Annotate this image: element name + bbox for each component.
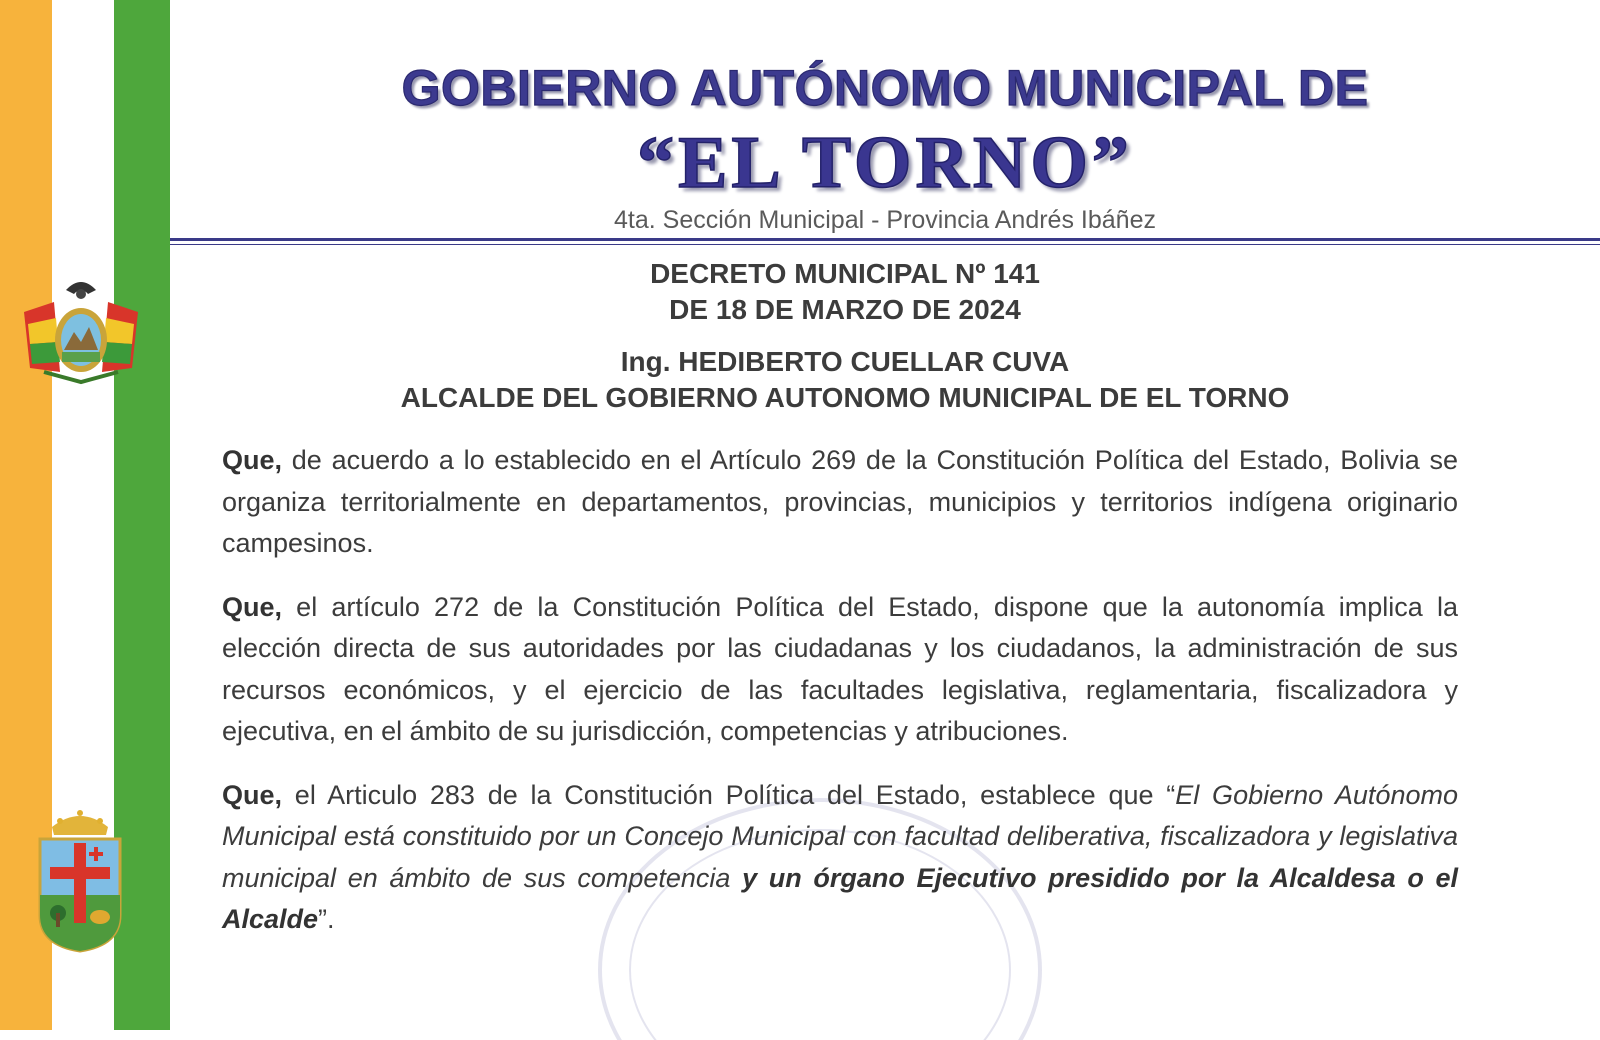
paragraph-end: ”. xyxy=(318,904,335,934)
paragraph-text: el Articulo 283 de la Constitución Política del Estado, establece que “ xyxy=(294,779,1176,810)
paragraph-2 xyxy=(222,587,1458,753)
bolivia-coat-of-arms-icon xyxy=(14,272,148,390)
letterhead-line1: GOBIERNO AUTÓNOMO MUNICIPAL DE xyxy=(401,60,1369,116)
decree-date: DE 18 DE MARZO DE 2024 xyxy=(669,294,1021,325)
paragraph-text: el artículo 272 de la Constitución Política del Estado, dispone que la autonomía implica la elección directa de sus autoridades por las ciudadanas y los ciudadanos, la administración de sus recursos económicos, y el ejercicio de las facultades legislativa, reglamentaria, fiscalizadora y ejecutiva, en el ámbito de su jurisdicción, competencias y atribuciones. xyxy=(222,591,1458,746)
header-rule-thin xyxy=(170,244,1600,245)
authority-title: ALCALDE DEL GOBIERNO AUTONOMO MUNICIPAL DE EL TORNO xyxy=(400,382,1290,413)
decree-number: DECRETO MUNICIPAL Nº 141 xyxy=(650,258,1040,289)
paragraph-3 xyxy=(222,775,1458,941)
paragraph-lead: Que, xyxy=(222,445,283,475)
letterhead xyxy=(170,55,1600,235)
letterhead-municipality-name: “EL TORNO” xyxy=(637,122,1133,204)
letterhead-subtitle: 4ta. Sección Municipal - Provincia Andrés Ibáñez xyxy=(614,206,1156,234)
document-body xyxy=(222,440,1458,963)
el-torno-coat-of-arms-icon xyxy=(30,805,130,955)
authority-block xyxy=(170,344,1520,416)
paragraph-quote-emphasis: y un órgano Ejecutivo presidido por la Alcaldesa o el Alcalde xyxy=(222,862,1458,934)
authority-name: Ing. HEDIBERTO CUELLAR CUVA xyxy=(620,346,1070,377)
paragraph-quote: El Gobierno Autónomo Municipal está constituido por un Concejo Municipal con facultad deliberativa, fiscalizadora y legislativa municipal en ámbito de sus competencia xyxy=(222,779,1458,893)
paragraph-lead: Que, xyxy=(222,779,283,810)
header-rule xyxy=(170,238,1600,241)
paragraph-text: de acuerdo a lo establecido en el Artículo 269 de la Constitución Política del Estado, Bolivia se organiza territorialmente en departamentos, provincias, municipios y territorios indígena originario campesinos. xyxy=(222,445,1458,558)
paragraph-lead: Que, xyxy=(222,591,283,622)
decree-heading xyxy=(170,256,1520,328)
paragraph-1 xyxy=(222,440,1458,565)
